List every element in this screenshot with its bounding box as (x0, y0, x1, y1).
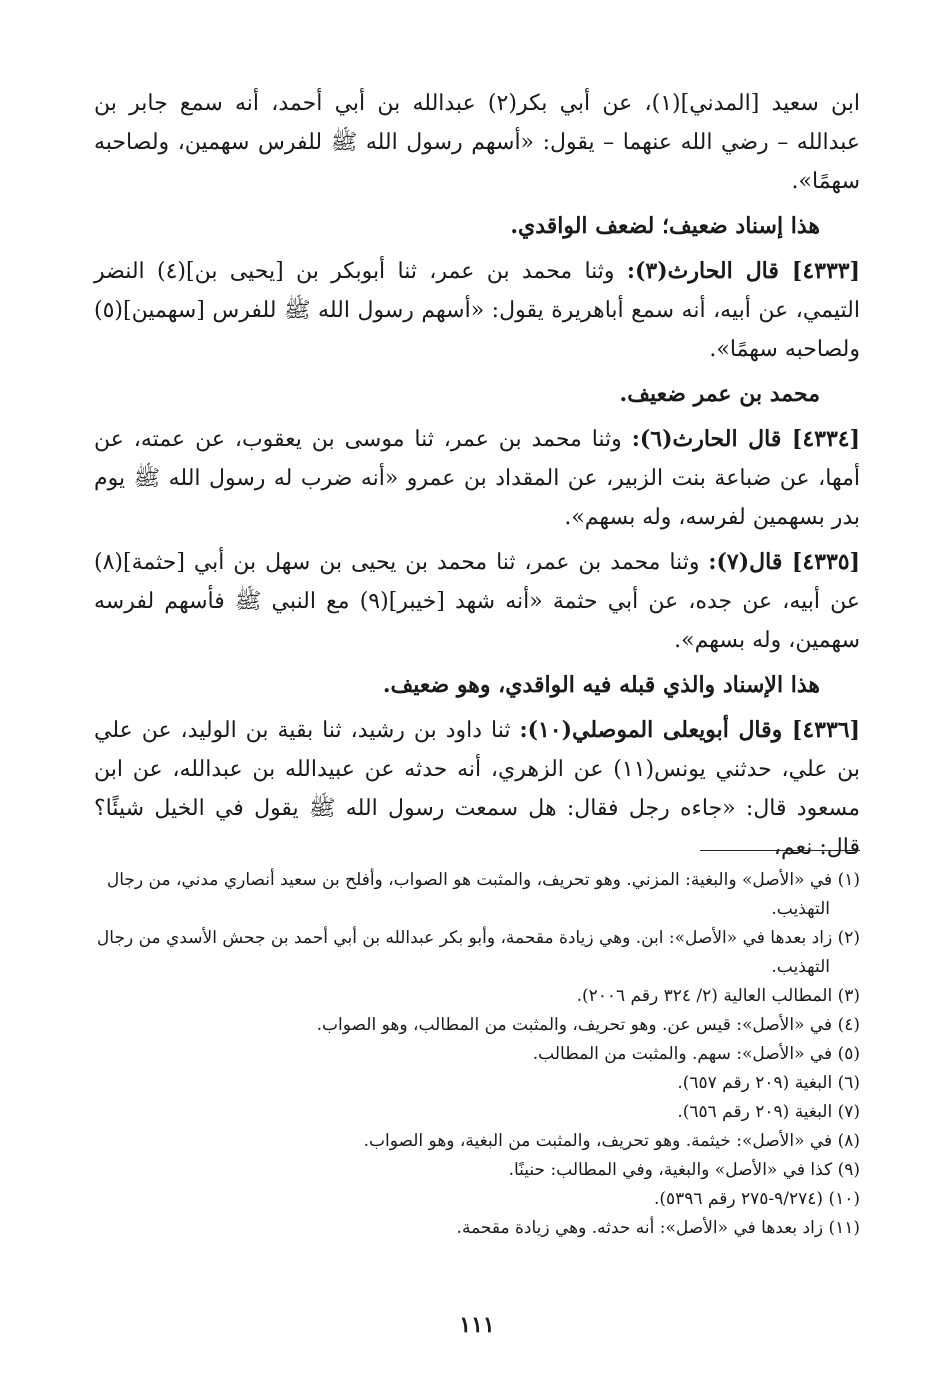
hadith-number: [٤٣٣٤] قال الحارث(٦): (631, 426, 861, 452)
hadith-number: [٤٣٣٣] قال الحارث(٣): (626, 258, 860, 284)
footnote-divider (700, 850, 860, 851)
page-number: ١١١ (459, 1312, 495, 1338)
hadith-entry (94, 543, 860, 660)
footnote: (٤) في «الأصل»: قيس عن. وهو تحريف، والمثبت من المطالب، وهو الصواب. (316, 1015, 860, 1035)
footnote: (١١) زاد بعدها في «الأصل»: أنه حدثه. وهي زيادة مقحمة. (456, 1218, 860, 1238)
comment-text: هذا إسناد ضعيف؛ لضعف الواقدي. (510, 213, 820, 239)
footnote: (٦) البغية (٢٠٩ رقم ٦٥٧). (677, 1073, 860, 1093)
paragraph-text: ابن سعيد [المدني](١)، عن أبي بكر(٢) عبدالله بن أبي أحمد، أنه سمع جابر بن عبدالله – رضي الله عنهما – يقول: «أسهم رسول الله ﷺ للفرس سهمين، ولصاحبه سهمًا». (94, 91, 861, 194)
book-page (94, 84, 860, 1377)
hadith-entry (94, 420, 860, 537)
hadith-number: [٤٣٣٦] وقال أبويعلى الموصلي(١٠): (519, 717, 860, 743)
editor-comment (94, 207, 860, 246)
comment-text: محمد بن عمر ضعيف. (619, 381, 820, 407)
footnotes (94, 866, 860, 1243)
hadith-text: وثنا محمد بن عمر، ثنا موسى بن يعقوب، عن عمته، عن أمها، عن ضباعة بنت الزبير، عن المقداد بن عمرو «أنه ضرب له رسول الله ﷺ يوم بدر بسهمين لفرسه، وله بسهم». (94, 427, 860, 530)
editor-comment (94, 375, 860, 414)
footnote: (٥) في «الأصل»: سهم. والمثبت من المطالب. (532, 1044, 860, 1064)
hadith-text: وثنا محمد بن عمر، ثنا أبوبكر بن [يحيى بن](٤) النضر التيمي، عن أبيه، أنه سمع أباهريرة يقول: «أسهم رسول الله ﷺ للفرس [سهمين](٥) ولصاحبه سهمًا». (94, 259, 860, 362)
footnote: (٢) زاد بعدها في «الأصل»: ابن. وهي زيادة مقحمة، وأبو بكر عبدالله بن أبي أحمد بن جحش الأسدي من رجال التهذيب. (96, 928, 860, 977)
hadith-text: وثنا محمد بن عمر، ثنا محمد بن يحيى بن سهل بن أبي [حثمة](٨) عن أبيه، عن جده، عن أبي حثمة «أنه شهد [خيبر](٩) مع النبي ﷺ فأسهم لفرسه سهمين، وله بسهم». (94, 550, 860, 653)
comment-text: هذا الإسناد والذي قبله فيه الواقدي، وهو ضعيف. (382, 672, 820, 698)
paragraph (94, 84, 860, 201)
main-text (94, 84, 860, 867)
footnote: (١٠) (٩/٢٧٤-٢٧٥ رقم ٥٣٩٦). (653, 1189, 860, 1209)
hadith-entry (94, 252, 860, 369)
footnote: (٣) المطالب العالية (٢/ ٣٢٤ رقم ٢٠٠٦). (576, 986, 860, 1006)
footnote: (١) في «الأصل» والبغية: المزني. وهو تحريف، والمثبت هو الصواب، وأفلح بن سعيد أنصاري مدني، من رجال التهذيب. (106, 870, 860, 919)
editor-comment (94, 666, 860, 705)
footnote: (٧) البغية (٢٠٩ رقم ٦٥٦). (677, 1102, 860, 1122)
hadith-number: [٤٣٣٥] قال(٧): (708, 549, 860, 575)
footnote: (٩) كذا في «الأصل» والبغية، وفي المطالب: حنينًا. (508, 1160, 860, 1180)
hadith-entry (94, 711, 860, 867)
hadith-text: ثنا داود بن رشيد، ثنا بقية بن الوليد، عن علي بن علي، حدثني يونس(١١) عن الزهري، أنه حدثه عن عبيدالله بن عبدالله، عن ابن مسعود قال: «جاءه رجل فقال: هل سمعت رسول الله ﷺ يقول في الخيل شيئًا؟ قال: نعم، (94, 718, 860, 860)
footnote: (٨) في «الأصل»: خيثمة. وهو تحريف، والمثبت من البغية، وهو الصواب. (363, 1131, 860, 1151)
